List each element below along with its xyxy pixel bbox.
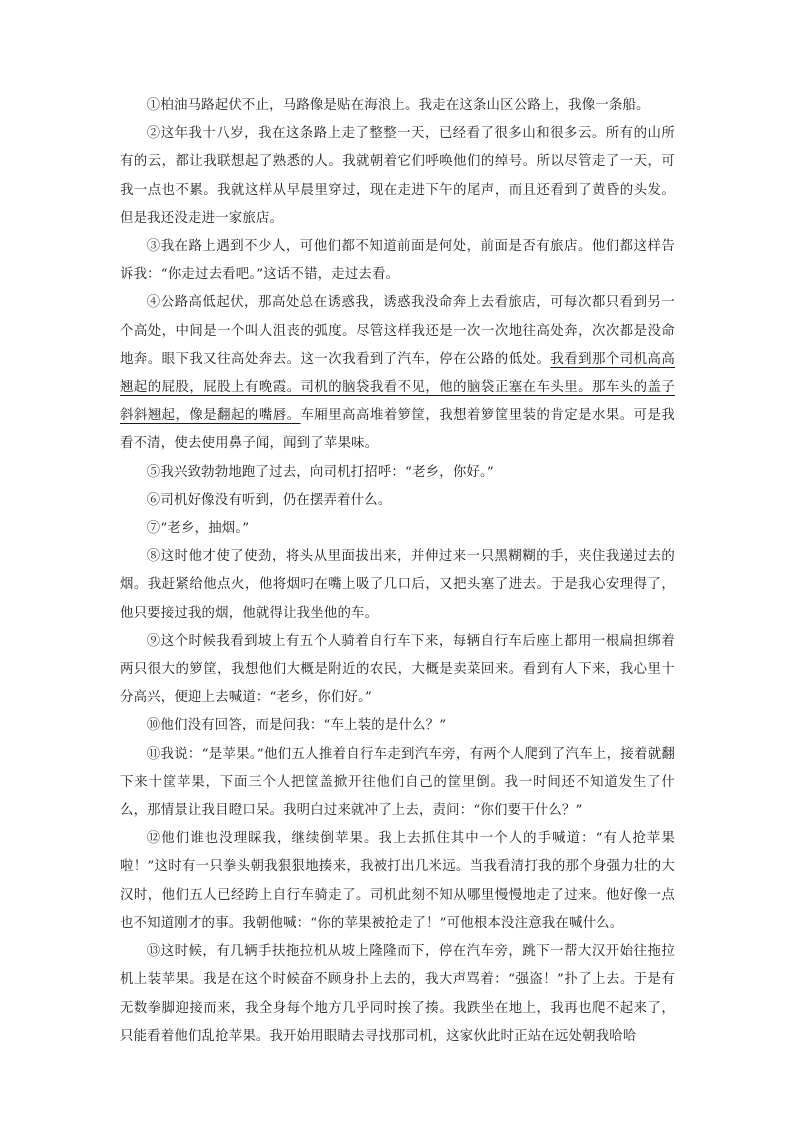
paragraph-text: ⑪我说：“是苹果。”他们五人推着自行车走到汽车旁，有两个人爬到了汽车上，接着就翻下来十筐苹果，下面三个人把筐盖掀开往他们自己的筐里倒。我一时间还不知道发生了什么，那情景让我目瞪口呆。我明白过来就冲了上去，责问：“你们要干什么？” <box>120 746 675 819</box>
paragraph-text: ⑤我兴致勃勃地跑了过去，向司机打招呼：“老乡，你好。” <box>146 464 494 480</box>
paragraph-text: ③我在路上遇到不少人，可他们都不知道前面是何处，前面是否有旅店。他们都这样告诉我：“你走过去看吧。”这话不错，走过去看。 <box>120 239 675 283</box>
paragraph-text: ⑨这个时候我看到坡上有五个人骑着自行车下来，每辆自行车后座上都用一根扁担绑着两只很大的箩筐，我想他们大概是附近的农民，大概是卖菜回来。看到有人下来，我心里十分高兴，便迎上去喊道：“老乡，你们好。” <box>120 633 675 706</box>
paragraph-text: ⑥司机好像没有听到，仍在摆弄着什么。 <box>146 492 392 508</box>
paragraph-text: ⑫他们谁也没理睬我，继续倒苹果。我上去抓住其中一个人的手喊道：“有人抢苹果啦！”这时有一只拳头朝我狠狠地揍来，我被打出几米远。当我看清打我的那个身强力壮的大汉时，他们五人已经跨上自行车骑走了。司机此刻不知从哪里慢慢地走了过来。他好像一点也不知道刚才的事。我朝他喊：“你的苹果被抢走了！”可他根本没注意我在喊什么。 <box>120 831 675 931</box>
paragraph-text: ①柏油马路起伏不止，马路像是贴在海浪上。我走在这条山区公路上，我像一条船。 <box>146 98 650 113</box>
paragraph-text: ④公路高低起伏，那高处总在诱惑我，诱惑我没命奔上去看旅店，可每次都只看到另一个高处，中间是一个叫人沮丧的弧度。尽管这样我还是一次一次地往高处奔，次次都是没命地奔。眼下我又往高处奔去。这一次我看到了汽车，停在公路的低处。 <box>120 295 675 367</box>
paragraph-6 <box>120 487 675 515</box>
paragraph-3 <box>120 233 675 289</box>
paragraph-10 <box>120 712 675 740</box>
underlined-sentence: 我看到那个司机高高翘起的屁股，屁股上有晚霞。司机的脑袋我看不见，他的脑袋正塞在车头里。那车头的盖子斜斜翘起，像是翻起的嘴唇。 <box>120 351 675 424</box>
paragraph-text: ⑧这时他才使了使劲，将头从里面拔出来，并伸过来一只黑糊糊的手，夹住我递过去的烟。我赶紧给他点火，他将烟叼在嘴上吸了几口后，又把头塞了进去。于是我心安理得了，他只要接过我的烟，他就得让我坐他的车。 <box>120 549 675 621</box>
paragraph-8 <box>120 543 675 628</box>
paragraph-4 <box>120 289 675 458</box>
paragraph-text: 车厢里高高堆着箩筐，我想着箩筐里装的肯定是水果。可是我看不清，使去使用鼻子闻，闻到了苹果味。 <box>120 408 675 452</box>
paragraph-9 <box>120 628 675 713</box>
paragraph-13 <box>120 938 675 1051</box>
paragraph-7 <box>120 515 675 543</box>
paragraph-11 <box>120 741 675 826</box>
paragraph-1 <box>120 92 675 120</box>
document-body <box>120 92 675 1051</box>
paragraph-5 <box>120 459 675 487</box>
paragraph-text: ⑬这时候，有几辆手扶拖拉机从坡上隆隆而下，停在汽车旁，跳下一帮大汉开始往拖拉机上装苹果。我是在这个时候奋不顾身扑上去的，我大声骂着：“强盗！”扑了上去。于是有无数拳脚迎接而来，我全身每个地方几乎同时挨了揍。我跌坐在地上，我再也爬不起来了，只能看着他们乱抢苹果。我开始用眼睛去寻找那司机，这家伙此时正站在远处朝我哈哈 <box>120 944 675 1044</box>
paragraph-text: ⑦“老乡，抽烟。” <box>146 521 250 537</box>
paragraph-12 <box>120 825 675 938</box>
paragraph-text: ⑩他们没有回答，而是问我：“车上装的是什么？” <box>146 718 447 734</box>
paragraph-text: ②这年我十八岁，我在这条路上走了整整一天，已经看了很多山和很多云。所有的山所有的云，都让我联想起了熟悉的人。我就朝着它们呼唤他们的绰号。所以尽管走了一天，可我一点也不累。我就这样从早晨里穿过，现在走进下午的尾声，而且还看到了黄昏的头发。但是我还没走进一家旅店。 <box>120 126 675 226</box>
paragraph-2 <box>120 120 675 233</box>
